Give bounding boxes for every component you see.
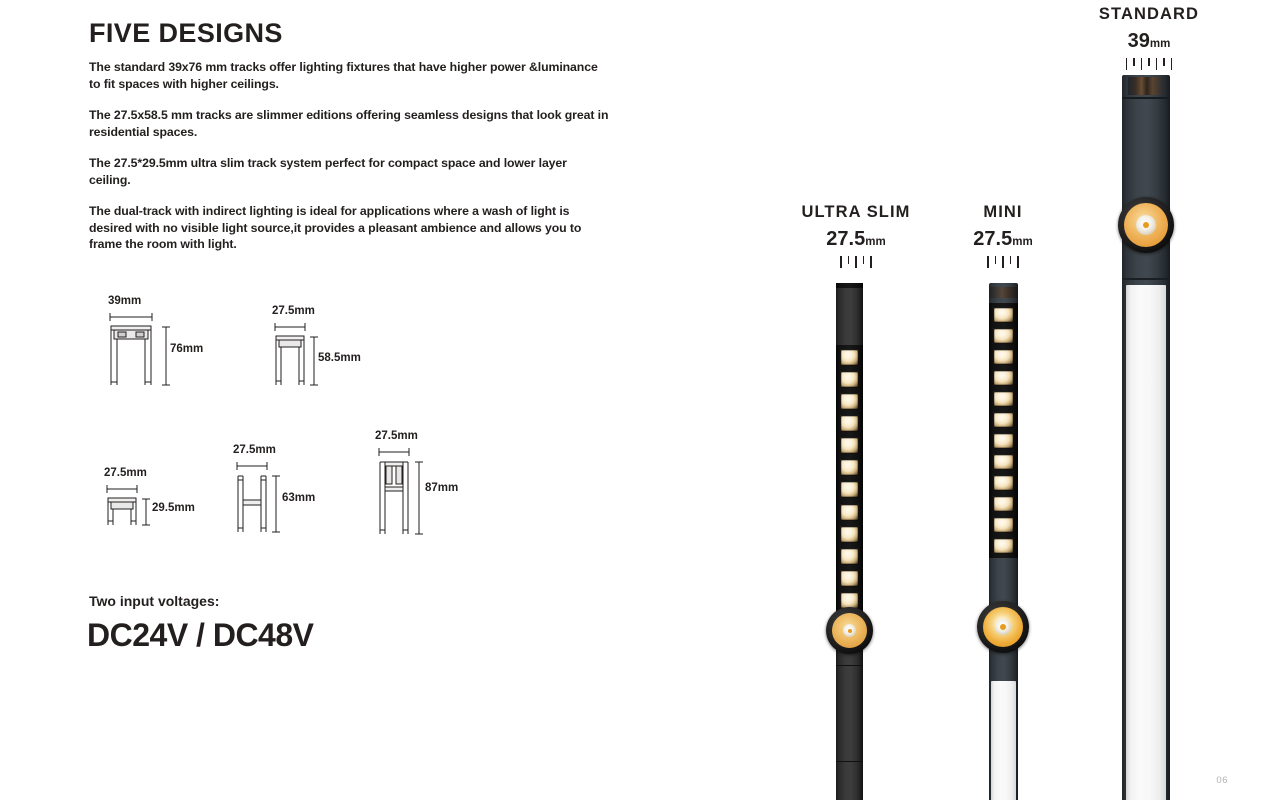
text-column <box>89 20 609 253</box>
ultra-slim-top-housing <box>836 283 863 345</box>
page-title: FIVE DESIGNS <box>89 18 283 48</box>
profile-39x76-height-label: 76mm <box>170 343 204 355</box>
ruler-mini <box>944 256 1062 270</box>
mini-diffuser-panel <box>991 681 1016 800</box>
profile-27x87-drawing <box>375 446 465 546</box>
fixture-ultra-slim <box>836 283 863 800</box>
product-header-standard <box>1085 5 1213 72</box>
profile-39x76-drawing <box>108 311 208 411</box>
standard-spotlight <box>1118 197 1174 253</box>
fixture-standard <box>1122 75 1170 800</box>
product-name-standard: STANDARD <box>1098 5 1200 23</box>
profile-27x29-height-label: 29.5mm <box>152 502 195 514</box>
product-name-mini: MINI <box>983 203 1023 221</box>
profile-27x63-width-label: 27.5mm <box>233 444 276 456</box>
paragraph-dual-track: The dual-track with indirect lighting is ideal for applications where a wash of light is desired with no visible light source,it provides a pleasant ambience and allows you to frame the room with light. <box>89 204 582 251</box>
product-size-mini: 27.5mm <box>973 228 1033 250</box>
standard-joint-top <box>1122 97 1170 99</box>
product-size-standard: 39mm <box>1127 30 1171 52</box>
ultra-slim-joint-lower <box>836 761 863 762</box>
product-name-ultra-slim: ULTRA SLIM <box>801 203 911 221</box>
ultra-slim-spotlight <box>826 607 873 654</box>
profile-27x29-width-label: 27.5mm <box>104 467 147 479</box>
profile-27x87-height-label: 87mm <box>425 482 459 494</box>
ruler-ultra-slim <box>785 256 927 270</box>
product-size-ultra-slim: 27.5mm <box>826 228 886 250</box>
ultra-slim-joint-mid <box>836 665 863 666</box>
profile-27x58-drawing <box>272 321 362 411</box>
profile-27x63-drawing <box>233 460 323 555</box>
paragraph-slim: The 27.5x58.5 mm tracks are slimmer editions offering seamless designs that look great in residential spaces. <box>89 108 609 139</box>
fixture-mini <box>989 283 1018 800</box>
profile-27x29-drawing <box>104 483 194 553</box>
standard-joint-mid <box>1122 278 1170 280</box>
mini-led-array <box>993 307 1014 554</box>
mini-spotlight <box>977 601 1029 653</box>
profile-27x87-width-label: 27.5mm <box>375 430 418 442</box>
paragraph-ultra-slim: The 27.5*29.5mm ultra slim track system perfect for compact space and lower layer ceiling. <box>89 156 567 187</box>
profile-27x58-width-label: 27.5mm <box>272 305 315 317</box>
paragraph-standard: The standard 39x76 mm tracks offer lighting fixtures that have higher power &luminance to fit spaces with higher ceilings. <box>89 60 598 91</box>
profile-27x63-height-label: 63mm <box>282 492 316 504</box>
product-header-ultra-slim <box>785 203 927 270</box>
standard-top-connector <box>1128 77 1164 95</box>
profile-39x76-width-label: 39mm <box>108 295 142 307</box>
voltage-caption: Two input voltages: <box>89 593 220 609</box>
ultra-slim-top-cap <box>836 283 863 288</box>
voltage-value: DC24V / DC48V <box>87 617 314 653</box>
standard-diffuser-panel <box>1126 285 1166 800</box>
ultra-slim-led-array <box>840 349 859 609</box>
ruler-standard <box>1085 58 1213 72</box>
profile-27x58-height-label: 58.5mm <box>318 352 361 364</box>
product-header-mini <box>944 203 1062 270</box>
mini-top-connector <box>989 287 1018 298</box>
page-number: 06 <box>1216 775 1228 786</box>
